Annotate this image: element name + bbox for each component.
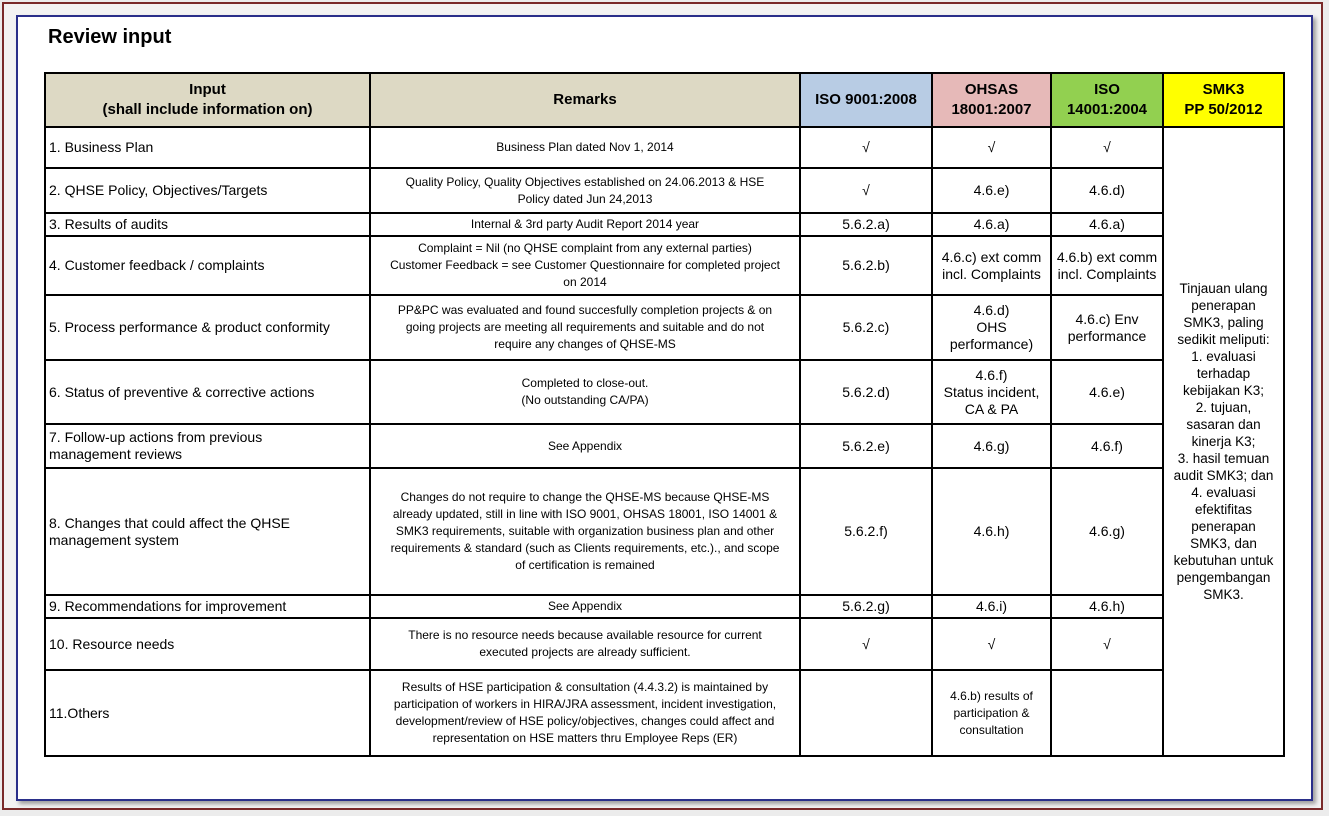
header-ohsas-line2: 18001:2007 (951, 101, 1032, 118)
smk3-line: audit SMK3; dan (1173, 468, 1274, 483)
row-remarks (370, 360, 800, 424)
row-iso9001: 5.6.2.c) (800, 295, 932, 360)
header-smk3-line2: PP 50/2012 (1184, 101, 1263, 118)
remarks-line: Policy dated Jun 24,2013 (517, 191, 653, 206)
header-input (45, 73, 370, 127)
row-iso9001: 5.6.2.f) (800, 468, 932, 595)
row-iso14001: 4.6.d) (1051, 168, 1163, 213)
header-input-line1: Input (189, 81, 226, 98)
ref-line: performance (1067, 327, 1147, 344)
row-ohsas: 4.6.h) (932, 468, 1051, 595)
remarks-line: Internal & 3rd party Audit Report 2014 year (470, 217, 700, 231)
remarks-line: PP&PC was evaluated and found succesfully completion projects & on (397, 303, 773, 317)
row-input (45, 468, 370, 595)
smk3-line: 3. hasil temuan (1177, 451, 1270, 466)
remarks-line: Customer Feedback = see Customer Questionnaire for completed project (390, 258, 780, 272)
smk3-line: penerapan (1191, 519, 1256, 534)
remarks-line: going projects are meeting all requirements and suitable and do not (405, 320, 765, 334)
smk3-line: 2. tujuan, (1195, 400, 1252, 415)
row-iso14001: 4.6.e) (1051, 360, 1163, 424)
row-iso9001 (800, 670, 932, 756)
row-input: 6. Status of preventive & corrective actions (45, 360, 370, 424)
remarks-line: SMK3 requirements, suitable with organization business plan and other (395, 524, 775, 538)
row-iso14001: 4.6.f) (1051, 424, 1163, 468)
input-line: 8. Changes that could affect the QHSE (49, 514, 291, 531)
row-iso14001 (1051, 295, 1163, 360)
remarks-line: See Appendix (547, 599, 623, 613)
row-ohsas (932, 295, 1051, 360)
row-iso9001: 5.6.2.e) (800, 424, 932, 468)
ref-line: 4.6.b) results of (950, 688, 1033, 703)
remarks-line: require any changes of QHSE-MS (494, 337, 676, 351)
smk3-summary (1163, 127, 1284, 756)
header-iso9001: ISO 9001:2008 (800, 73, 932, 127)
ref-line: 4.6.c) Env (1075, 310, 1139, 327)
row-remarks (370, 168, 800, 213)
table-row (45, 468, 1284, 595)
ref-line: 4.6.d) (973, 302, 1010, 318)
row-input: 10. Resource needs (45, 618, 370, 670)
remarks-line: Results of HSE participation & consultation (4.4.3.2) is maintained by (401, 680, 769, 694)
smk3-line: penerapan (1191, 298, 1256, 313)
ref-line: Status incident, (943, 383, 1040, 400)
row-iso14001 (1051, 670, 1163, 756)
header-iso14001 (1051, 73, 1163, 127)
row-remarks (370, 213, 800, 236)
row-ohsas (932, 670, 1051, 756)
row-remarks (370, 468, 800, 595)
ref-line: performance) (949, 336, 1034, 352)
table-row (45, 595, 1284, 618)
table-row (45, 236, 1284, 295)
row-ohsas: 4.6.a) (932, 213, 1051, 236)
input-line: management system (49, 531, 179, 548)
ref-line: OHS (976, 319, 1007, 335)
remarks-line: Business Plan dated Nov 1, 2014 (496, 140, 674, 154)
smk3-line: pengembangan (1176, 570, 1271, 585)
remarks-line: Quality Policy, Quality Objectives established on 24.06.2013 & HSE (405, 174, 765, 189)
ref-line: 4.6.f) (975, 366, 1008, 383)
row-ohsas: √ (932, 618, 1051, 670)
smk3-line: SMK3. (1203, 587, 1244, 602)
page-title: Review input (48, 26, 172, 48)
header-smk3 (1163, 73, 1284, 127)
row-iso9001: 5.6.2.b) (800, 236, 932, 295)
remarks-line: representation on HSE matters thru Employee Reps (ER) (432, 731, 738, 745)
smk3-line: sedikit meliputi: (1177, 332, 1270, 347)
ref-line: CA & PA (964, 400, 1019, 417)
table-row (45, 424, 1284, 468)
remarks-line: See Appendix (547, 438, 623, 453)
header-ohsas-line1: OHSAS (964, 81, 1019, 98)
input-line: 7. Follow-up actions from previous (49, 429, 263, 445)
remarks-line: requirements & standard (such as Clients requirements, etc.)., and scope (390, 541, 780, 555)
header-smk3-line1: SMK3 (1202, 81, 1245, 98)
table-row (45, 295, 1284, 360)
row-iso9001: 5.6.2.g) (800, 595, 932, 618)
row-iso14001 (1051, 236, 1163, 295)
smk3-line: 1. evaluasi (1191, 349, 1256, 364)
remarks-line: Changes do not require to change the QHSE-MS because QHSE-MS (400, 490, 770, 504)
table-row (45, 127, 1284, 168)
ref-line: 4.6.b) ext comm (1056, 248, 1158, 265)
ref-line: incl. Complaints (942, 265, 1041, 282)
remarks-line: development/review of HSE policy/objectives, changes could affect and (395, 714, 775, 728)
row-input: 2. QHSE Policy, Objectives/Targets (45, 168, 370, 213)
smk3-line: SMK3, paling (1183, 315, 1264, 330)
smk3-line: SMK3, dan (1190, 536, 1257, 551)
row-iso9001: 5.6.2.d) (800, 360, 932, 424)
table-row (45, 213, 1284, 236)
row-input: 11.Others (45, 670, 370, 756)
row-remarks (370, 236, 800, 295)
ref-line: participation & (953, 705, 1030, 720)
row-ohsas: √ (932, 127, 1051, 168)
row-remarks (370, 295, 800, 360)
header-iso14001-line1: ISO (1094, 81, 1120, 98)
row-iso9001: √ (800, 168, 932, 213)
smk3-line: kinerja K3; (1191, 434, 1256, 449)
row-iso14001: √ (1051, 127, 1163, 168)
ref-line: consultation (959, 722, 1024, 737)
row-input: 5. Process performance & product conformity (45, 295, 370, 360)
row-iso14001: 4.6.g) (1051, 468, 1163, 595)
row-ohsas (932, 236, 1051, 295)
remarks-line: Complaint = Nil (no QHSE complaint from any external parties) (418, 241, 752, 255)
table-row (45, 360, 1284, 424)
row-remarks (370, 127, 800, 168)
row-ohsas: 4.6.e) (932, 168, 1051, 213)
header-remarks: Remarks (370, 73, 800, 127)
row-iso9001: √ (800, 127, 932, 168)
smk3-line: Tinjauan ulang (1179, 281, 1268, 296)
ref-line: incl. Complaints (1057, 265, 1157, 282)
smk3-line: terhadap (1196, 366, 1251, 381)
remarks-line: already updated, still in line with ISO 9001, OHSAS 18001, ISO 14001 & (392, 507, 778, 521)
header-ohsas (932, 73, 1051, 127)
remarks-line: Completed to close-out. (521, 376, 649, 390)
row-input (45, 424, 370, 468)
table-row (45, 670, 1284, 756)
remarks-line: executed projects are already sufficient. (479, 645, 691, 659)
header-input-line2: (shall include information on) (102, 101, 313, 118)
row-remarks (370, 618, 800, 670)
smk3-line: kebutuhan untuk (1173, 553, 1274, 568)
row-input: 9. Recommendations for improvement (45, 595, 370, 618)
row-ohsas: 4.6.i) (932, 595, 1051, 618)
row-iso9001: √ (800, 618, 932, 670)
row-iso14001: √ (1051, 618, 1163, 670)
table-row (45, 618, 1284, 670)
smk3-line: efektifitas (1194, 502, 1253, 517)
smk3-line: 4. evaluasi (1191, 485, 1256, 500)
remarks-line: participation of workers in HIRA/JRA assessment, incident investigation, (393, 697, 777, 711)
review-input-table (44, 72, 1285, 757)
row-input: 3. Results of audits (45, 213, 370, 236)
input-line: management reviews (49, 446, 183, 462)
remarks-line: (No outstanding CA/PA) (521, 393, 649, 407)
row-input: 4. Customer feedback / complaints (45, 236, 370, 295)
header-iso14001-line2: 14001:2004 (1066, 101, 1148, 118)
smk3-line: kebijakan K3; (1182, 383, 1265, 398)
row-iso14001: 4.6.h) (1051, 595, 1163, 618)
header-row (45, 73, 1284, 127)
remarks-line: on 2014 (563, 275, 607, 289)
remarks-line: of certification is remained (515, 558, 655, 572)
table-row (45, 168, 1284, 213)
remarks-line: There is no resource needs because available resource for current (408, 628, 762, 642)
row-iso9001: 5.6.2.a) (800, 213, 932, 236)
row-remarks (370, 424, 800, 468)
ref-line: 4.6.c) ext comm (941, 248, 1042, 265)
smk3-line: sasaran dan (1186, 417, 1261, 432)
row-remarks (370, 670, 800, 756)
row-input: 1. Business Plan (45, 127, 370, 168)
row-iso14001: 4.6.a) (1051, 213, 1163, 236)
row-remarks (370, 595, 800, 618)
row-ohsas: 4.6.g) (932, 424, 1051, 468)
row-ohsas (932, 360, 1051, 424)
